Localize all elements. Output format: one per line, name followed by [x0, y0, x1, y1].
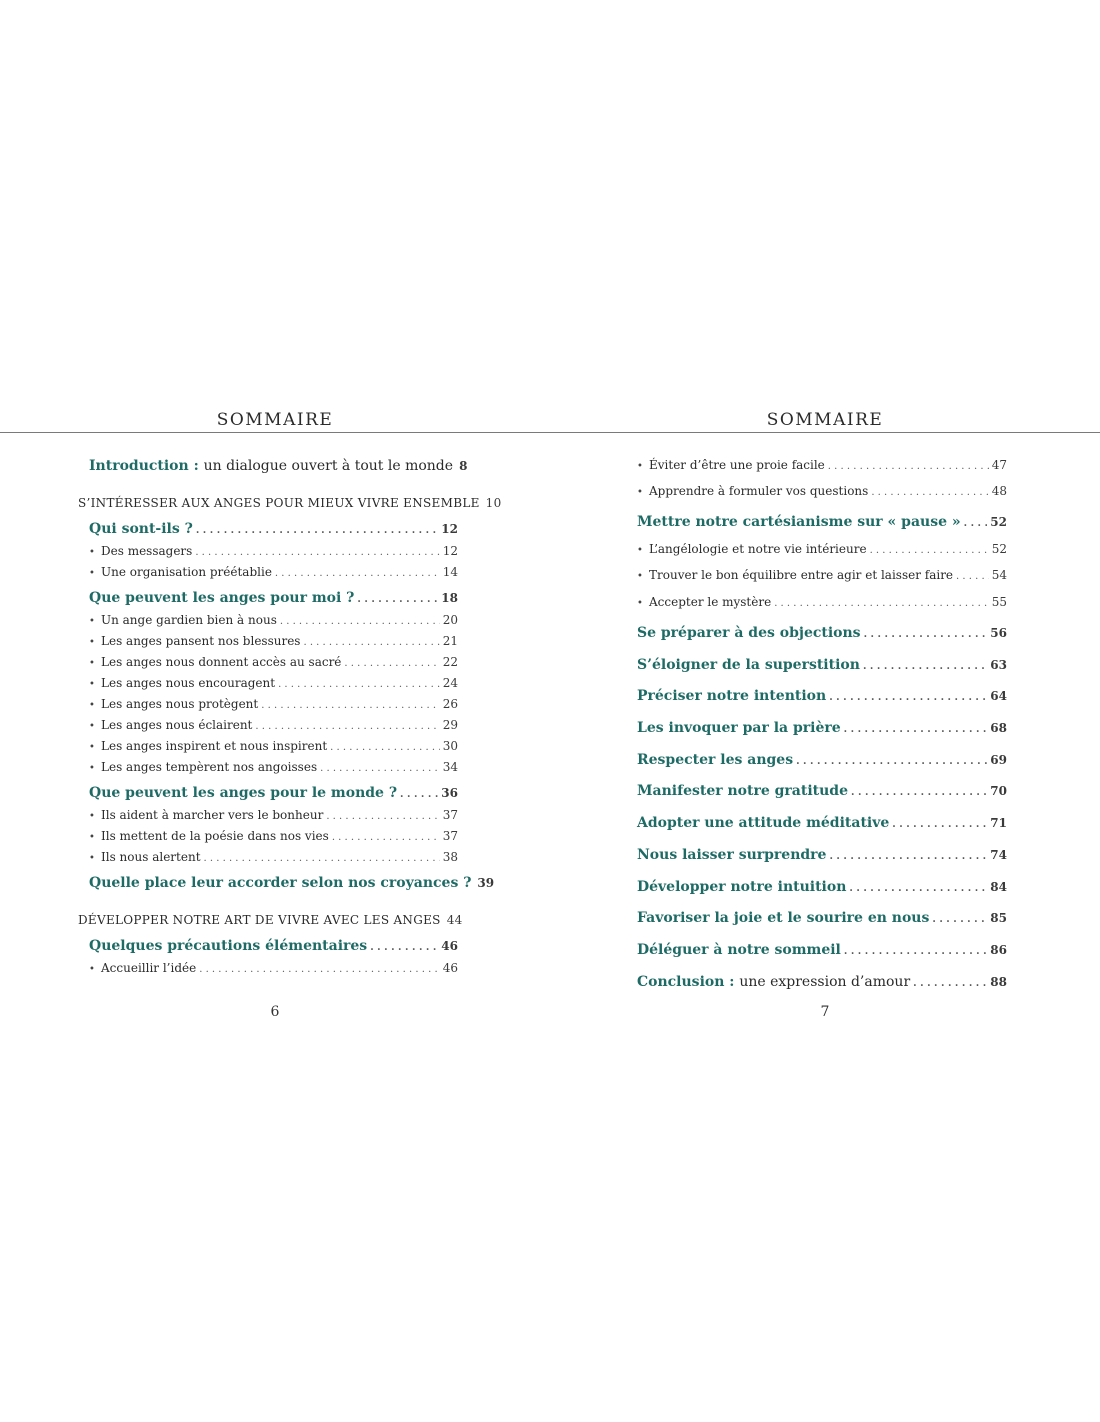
dot-leader	[871, 484, 988, 502]
toc-entry-title: Quelle place leur accorder selon nos croyances ?	[89, 875, 472, 891]
bullet-icon: •	[89, 547, 95, 558]
toc-page-number: 54	[991, 568, 1007, 582]
page-title: SOMMAIRE	[216, 410, 334, 430]
bullet-icon: •	[89, 853, 95, 864]
toc-page-number: 63	[990, 658, 1007, 672]
bullet-icon: •	[89, 964, 95, 975]
bullet-icon: •	[637, 598, 643, 609]
toc-page-number: 74	[990, 848, 1007, 862]
toc-entry-label	[89, 589, 354, 607]
toc-entry-label	[78, 494, 480, 512]
toc-entry-label	[89, 520, 193, 538]
toc-entry-label	[637, 593, 771, 613]
dot-leader	[320, 760, 440, 778]
dot-leader	[774, 595, 989, 613]
toc-entry-label	[89, 674, 275, 694]
dot-leader	[195, 544, 439, 562]
toc-page-number: 24	[442, 676, 458, 690]
dot-leader	[829, 848, 987, 866]
toc-entry[interactable]	[637, 624, 1007, 644]
toc-entry-title: Adopter une attitude méditative	[637, 815, 890, 831]
toc-entry-title: Les anges pansent nos blessures	[101, 634, 301, 648]
toc-entry-label	[637, 540, 867, 560]
dot-leader	[956, 568, 989, 586]
toc-page-number: 86	[990, 943, 1007, 957]
toc-entry-label	[637, 566, 953, 586]
toc-entry-label	[637, 482, 868, 502]
toc-page-number: 47	[991, 458, 1007, 472]
toc-page-number: 56	[990, 626, 1007, 640]
toc-page-number: 10	[485, 496, 502, 510]
bullet-icon: •	[637, 545, 643, 556]
toc-entry[interactable]	[89, 959, 458, 979]
dot-leader	[851, 784, 987, 802]
bullet-icon: •	[89, 568, 95, 579]
toc-entry-title: Se préparer à des objections	[637, 625, 861, 641]
dot-leader	[326, 808, 439, 826]
toc-entry-label	[89, 716, 252, 736]
toc-page-number: 69	[990, 753, 1007, 767]
toc-entry-subtitle: une expression d’amour	[739, 974, 911, 990]
toc-entry-title: Accepter le mystère	[649, 595, 772, 609]
toc-entry-subtitle: un dialogue ouvert à tout le monde	[203, 458, 454, 474]
toc-entry-label	[637, 973, 910, 991]
toc-entry-label	[89, 457, 453, 475]
toc-entry-label	[637, 751, 793, 769]
dot-leader	[280, 613, 440, 631]
toc-entry-title: Une organisation préétablie	[101, 565, 272, 579]
dot-leader	[863, 658, 987, 676]
toc-entry-label	[637, 719, 841, 737]
dot-leader	[199, 961, 440, 979]
toc-entry[interactable]	[637, 482, 1007, 502]
toc-entry-label	[89, 653, 341, 673]
toc-entry-label	[89, 611, 277, 631]
toc-entry[interactable]	[89, 611, 458, 631]
toc-page-number: 64	[990, 689, 1007, 703]
toc-entry[interactable]	[89, 716, 458, 736]
toc-page-number: 44	[446, 913, 463, 927]
header-rule	[0, 432, 1100, 433]
toc-entry-label	[89, 737, 327, 757]
toc-entry-label	[89, 806, 323, 826]
dot-leader	[864, 626, 988, 644]
toc-page-number: 38	[442, 850, 458, 864]
toc-page-number: 21	[442, 634, 458, 648]
toc-entry-title: Des messagers	[101, 544, 193, 558]
toc-entry-title: L’angélologie et notre vie intérieure	[649, 542, 867, 556]
dot-leader	[344, 655, 439, 673]
toc-entry[interactable]	[637, 909, 1007, 929]
toc-page-number: 30	[442, 739, 458, 753]
toc-entry-label	[89, 542, 192, 562]
bullet-icon: •	[89, 811, 95, 822]
toc-entry[interactable]	[89, 674, 458, 694]
toc-entry[interactable]	[89, 758, 458, 778]
toc-entry[interactable]	[89, 937, 458, 957]
toc-entry-label	[78, 911, 441, 929]
toc-entry-label	[637, 687, 826, 705]
dot-leader	[828, 458, 989, 476]
toc-entry[interactable]	[637, 814, 1007, 834]
toc-entry-separator: :	[188, 458, 204, 474]
toc-entry-title: S’INTÉRESSER AUX ANGES POUR MIEUX VIVRE ENSEMBLE	[78, 496, 480, 510]
toc-entry-title: Développer notre intuition	[637, 879, 847, 895]
toc-entry-title: Mettre notre cartésianisme sur « pause »	[637, 514, 961, 530]
toc-entry-title: Favoriser la joie et le sourire en nous	[637, 910, 930, 926]
toc-entry[interactable]	[89, 520, 458, 540]
dot-leader	[829, 689, 987, 707]
toc-entry-label	[637, 656, 860, 674]
toc-page-number: 68	[990, 721, 1007, 735]
toc-entry-title: Les invoquer par la prière	[637, 720, 841, 736]
toc-entry-title: Éviter d’être une proie facile	[649, 458, 825, 472]
bullet-icon: •	[89, 679, 95, 690]
dot-leader	[196, 522, 438, 540]
toc-entry[interactable]	[637, 719, 1007, 739]
toc-entry-title: Préciser notre intention	[637, 688, 827, 704]
toc-entry[interactable]	[637, 593, 1007, 613]
toc-entry[interactable]	[89, 806, 458, 826]
toc-entry-title: Qui sont-ils ?	[89, 521, 193, 537]
dot-leader	[303, 634, 439, 652]
bullet-icon: •	[89, 616, 95, 627]
bullet-icon: •	[637, 487, 643, 498]
toc-entry[interactable]	[637, 456, 1007, 476]
toc-entry[interactable]	[637, 878, 1007, 898]
toc-entry-title: Déléguer à notre sommeil	[637, 942, 841, 958]
toc-entry[interactable]	[89, 542, 458, 562]
toc-entry-label	[89, 937, 367, 955]
toc-entry[interactable]	[78, 494, 502, 514]
toc-page-number: 39	[477, 876, 495, 890]
toc-entry-title: Introduction	[89, 458, 189, 474]
toc-entry-label	[637, 782, 848, 800]
toc-entry-title: Apprendre à formuler vos questions	[649, 484, 869, 498]
page-number: 7	[820, 1004, 830, 1020]
bullet-icon: •	[89, 658, 95, 669]
toc-page-number: 29	[442, 718, 458, 732]
toc-entry[interactable]	[637, 513, 1007, 533]
toc-page-number: 88	[990, 975, 1007, 989]
bullet-icon: •	[637, 571, 643, 582]
page-number: 6	[270, 1004, 280, 1020]
toc-entry[interactable]	[89, 827, 458, 847]
toc-entry[interactable]	[89, 563, 458, 583]
toc-entry-title: Trouver le bon équilibre entre agir et laisser faire	[649, 568, 954, 582]
toc-entry-label	[637, 909, 929, 927]
right-page	[550, 0, 1100, 1422]
bullet-icon: •	[89, 832, 95, 843]
toc-entry[interactable]	[89, 784, 458, 804]
toc-page-number: 46	[442, 961, 458, 975]
dot-leader	[370, 939, 438, 957]
toc-entry-title: Les anges tempèrent nos angoisses	[101, 760, 318, 774]
dot-leader	[844, 943, 987, 961]
toc-entry[interactable]	[637, 751, 1007, 771]
dot-leader	[357, 591, 438, 609]
toc-page-number: 52	[991, 542, 1007, 556]
toc-entry[interactable]	[89, 653, 458, 673]
toc-entry-title: S’éloigner de la superstition	[637, 657, 860, 673]
toc-entry-title: Quelques précautions élémentaires	[89, 938, 368, 954]
dot-leader	[278, 676, 440, 694]
toc-entry-title: Que peuvent les anges pour le monde ?	[89, 785, 398, 801]
toc-entry-title: DÉVELOPPER NOTRE ART DE VIVRE AVEC LES ANGES	[78, 913, 441, 927]
toc-entry-label	[89, 959, 196, 979]
toc-entry[interactable]	[89, 457, 468, 477]
toc-page-number: 55	[991, 595, 1007, 609]
toc-page-number: 26	[442, 697, 458, 711]
dot-leader	[964, 515, 988, 533]
dot-leader	[275, 565, 440, 583]
toc-entry[interactable]	[637, 566, 1007, 586]
dot-leader	[332, 829, 440, 847]
toc-entry-label	[637, 814, 889, 832]
page-title: SOMMAIRE	[766, 410, 884, 430]
bullet-icon: •	[89, 742, 95, 753]
toc-entry-label	[637, 878, 846, 896]
toc-page-number: 8	[459, 459, 468, 473]
toc-entry-label	[637, 513, 961, 531]
bullet-icon: •	[89, 721, 95, 732]
toc-entry[interactable]	[78, 911, 463, 931]
toc-page-number: 85	[990, 911, 1007, 925]
toc-entry-label	[637, 941, 841, 959]
dot-leader	[796, 753, 987, 771]
toc-entry-title: Respecter les anges	[637, 752, 794, 768]
dot-leader	[892, 816, 987, 834]
toc-page-number: 46	[441, 939, 458, 953]
toc-entry[interactable]	[637, 656, 1007, 676]
toc-entry[interactable]	[89, 848, 458, 868]
toc-entry-title: Nous laisser surprendre	[637, 847, 827, 863]
toc-entry-label	[89, 784, 397, 802]
toc-entry-label	[637, 624, 861, 642]
toc-entry[interactable]	[637, 687, 1007, 707]
toc-entry[interactable]	[637, 540, 1007, 560]
toc-entry-title: Ils aident à marcher vers le bonheur	[101, 808, 324, 822]
toc-entry-title: Ils mettent de la poésie dans nos vies	[101, 829, 329, 843]
toc-page-number: 12	[441, 522, 458, 536]
toc-entry-label	[89, 758, 317, 778]
dot-leader	[844, 721, 988, 739]
toc-entry-label	[637, 846, 826, 864]
dot-leader	[255, 718, 439, 736]
toc-entry[interactable]	[637, 846, 1007, 866]
toc-entry[interactable]	[637, 941, 1007, 961]
toc-page-number: 36	[441, 786, 458, 800]
toc-entry[interactable]	[89, 874, 495, 894]
toc-entry-title: Manifester notre gratitude	[637, 783, 849, 799]
toc-entry-label	[89, 848, 201, 868]
toc-entry-title: Conclusion	[637, 974, 725, 990]
dot-leader	[330, 739, 440, 757]
dot-leader	[913, 975, 987, 993]
toc-entry-title: Les anges nous protègent	[101, 697, 259, 711]
toc-entry-label	[89, 563, 272, 583]
dot-leader	[849, 880, 987, 898]
toc-entry[interactable]	[89, 632, 458, 652]
toc-entry-label	[89, 874, 471, 892]
dot-leader	[261, 697, 439, 715]
bullet-icon: •	[89, 700, 95, 711]
toc-entry-title: Les anges nous éclairent	[101, 718, 253, 732]
toc-page-number: 37	[442, 808, 458, 822]
toc-page-number: 20	[442, 613, 458, 627]
toc-entry[interactable]	[89, 737, 458, 757]
toc-page-number: 37	[442, 829, 458, 843]
dot-leader	[932, 911, 987, 929]
toc-entry[interactable]	[637, 782, 1007, 802]
toc-entry[interactable]	[637, 973, 1007, 993]
toc-page-number: 18	[441, 591, 458, 605]
bullet-icon: •	[89, 637, 95, 648]
toc-entry-title: Les anges inspirent et nous inspirent	[101, 739, 328, 753]
toc-entry[interactable]	[89, 589, 458, 609]
toc-entry-label	[637, 456, 825, 476]
bullet-icon: •	[89, 763, 95, 774]
toc-page-number: 84	[990, 880, 1007, 894]
toc-page-number: 14	[442, 565, 458, 579]
toc-page-number: 70	[990, 784, 1007, 798]
toc-entry-separator: :	[724, 974, 740, 990]
toc-entry-label	[89, 695, 258, 715]
toc-page-number: 52	[990, 515, 1007, 529]
toc-entry-title: Les anges nous donnent accès au sacré	[101, 655, 342, 669]
toc-entry-label	[89, 827, 329, 847]
dot-leader	[400, 786, 438, 804]
toc-page-number: 12	[442, 544, 458, 558]
bullet-icon: •	[637, 461, 643, 472]
toc-entry[interactable]	[89, 695, 458, 715]
toc-entry-title: Ils nous alertent	[101, 850, 201, 864]
toc-page-number: 34	[442, 760, 458, 774]
toc-entry-title: Un ange gardien bien à nous	[101, 613, 277, 627]
toc-entry-title: Accueillir l’idée	[101, 961, 197, 975]
dot-leader	[204, 850, 440, 868]
dot-leader	[870, 542, 989, 560]
toc-page-number: 48	[991, 484, 1007, 498]
toc-entry-title: Que peuvent les anges pour moi ?	[89, 590, 355, 606]
table-of-contents	[550, 0, 1100, 1422]
toc-page-number: 22	[442, 655, 458, 669]
toc-page-number: 71	[990, 816, 1007, 830]
toc-entry-title: Les anges nous encouragent	[101, 676, 276, 690]
toc-entry-label	[89, 632, 300, 652]
